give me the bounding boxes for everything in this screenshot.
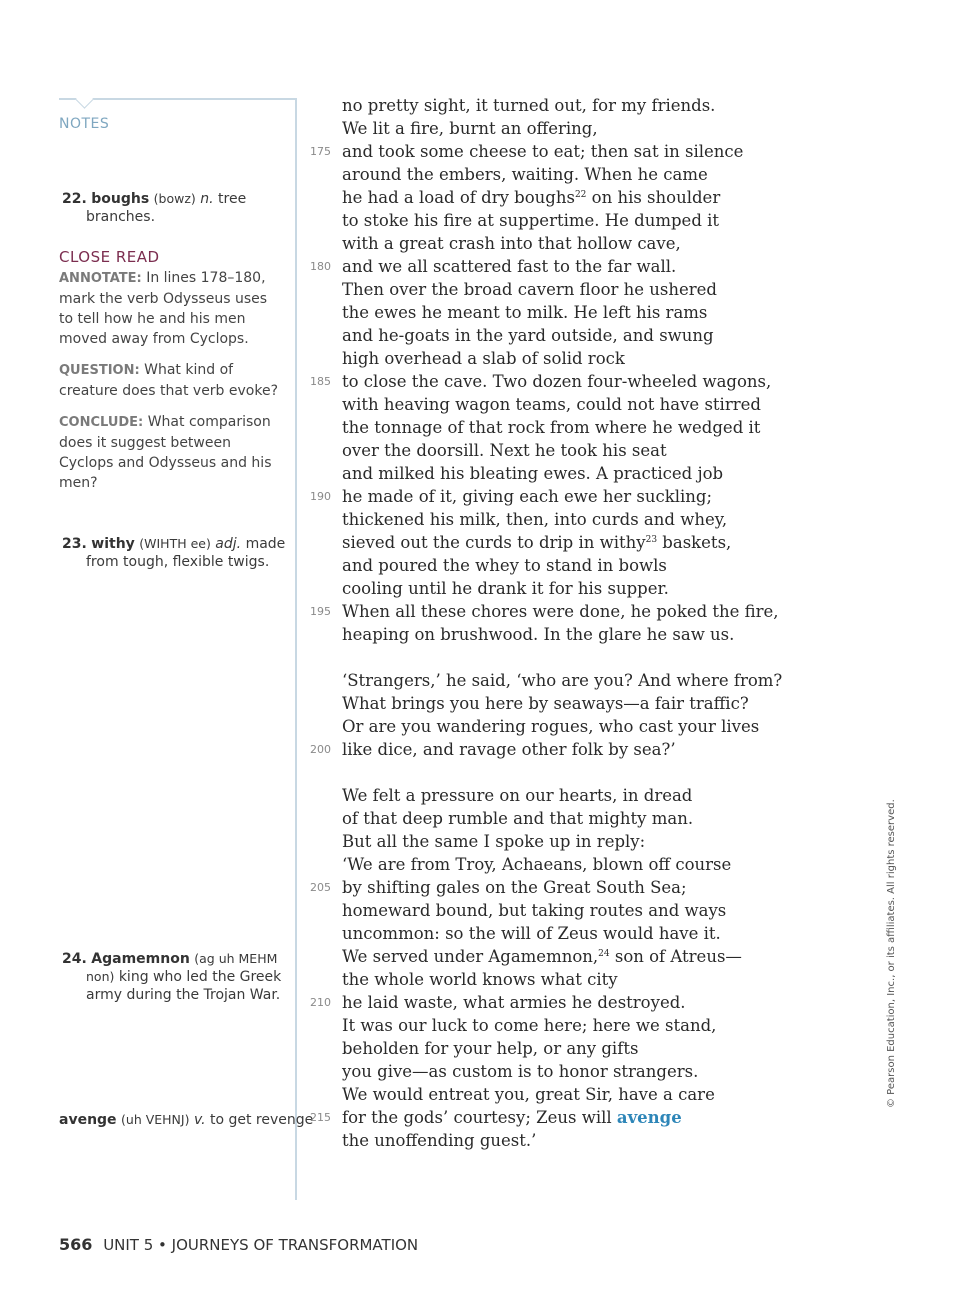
line-number: 190 xyxy=(310,490,331,503)
copyright-notice: © Pearson Education, Inc., or its affiliates. All rights reserved. xyxy=(886,799,897,1108)
poem-line xyxy=(342,623,782,646)
line-text: you give—as custom is to honor strangers. xyxy=(342,1062,699,1081)
line-text: for the gods’ courtesy; Zeus will xyxy=(342,1108,617,1127)
poem-line xyxy=(342,209,782,232)
line-text: and we all scattered fast to the far wall. xyxy=(342,257,677,276)
line-text: We served under Agamemnon, xyxy=(342,947,599,966)
poem-line xyxy=(342,784,782,807)
line-text: ‘Strangers,’ he said, ‘who are you? And where from? xyxy=(342,671,783,690)
poem-line xyxy=(310,876,782,899)
notes-divider-rule xyxy=(295,98,297,1200)
line-text: Or are you wandering rogues, who cast your lives xyxy=(342,717,760,736)
footnote-reference: 22 xyxy=(574,190,587,200)
poem-line xyxy=(310,600,782,623)
poem-line xyxy=(310,738,782,761)
line-text: the ewes he meant to milk. He left his rams xyxy=(342,303,708,322)
poem-line xyxy=(342,186,782,209)
footnote-reference: 24 xyxy=(598,949,610,959)
vocab-word-highlight: avenge xyxy=(616,1108,682,1127)
footnote-number: 24. xyxy=(62,951,87,967)
poem-line xyxy=(342,232,782,255)
footnote-part-of-speech: adj. xyxy=(215,536,242,552)
poem-line xyxy=(342,462,782,485)
poem-line xyxy=(342,117,782,140)
poem-line xyxy=(342,1129,782,1152)
poem-line xyxy=(310,485,782,508)
annotate-text: In lines 178–180, mark the verb Odysseus uses to tell how he and his men moved away from Cyclops. xyxy=(59,270,268,347)
poem-line xyxy=(342,94,782,117)
poem-line xyxy=(342,347,782,370)
line-text: the whole world knows what city xyxy=(342,970,618,989)
line-text: no pretty sight, it turned out, for my friends. xyxy=(342,96,716,115)
poem-line xyxy=(342,968,782,991)
poem-line xyxy=(342,899,782,922)
line-text: We felt a pressure on our hearts, in dread xyxy=(342,786,693,805)
line-text: over the doorsill. Next he took his seat xyxy=(342,441,667,460)
line-text: cooling until he drank it for his supper. xyxy=(342,579,669,598)
close-read-title: CLOSE READ xyxy=(59,248,160,266)
footnote-term: Agamemnon xyxy=(91,951,190,967)
poem-line xyxy=(310,370,782,393)
poem-line xyxy=(342,577,782,600)
footnote-pronunciation: (bowz) xyxy=(153,191,196,206)
line-text: ‘We are from Troy, Achaeans, blown off course xyxy=(342,855,732,874)
question-text: What kind of creature does that verb evoke? xyxy=(59,362,279,399)
notes-top-rule xyxy=(59,98,296,100)
poem-line xyxy=(342,1083,782,1106)
line-text: thickened his milk, then, into curds and whey, xyxy=(342,510,728,529)
line-text: and milked his bleating ewes. A practiced job xyxy=(342,464,724,483)
notes-rule-notch xyxy=(75,90,93,108)
poem-line xyxy=(342,1060,782,1083)
poem-line xyxy=(342,922,782,945)
poem-line xyxy=(342,1014,782,1037)
vocab-part-of-speech: v. xyxy=(193,1112,206,1128)
line-text: with a great crash into that hollow cave, xyxy=(342,234,681,253)
line-number: 210 xyxy=(310,996,331,1009)
poem-text xyxy=(310,94,783,1152)
line-text: It was our luck to come here; here we stand, xyxy=(342,1016,717,1035)
line-number: 185 xyxy=(310,375,331,388)
footnote-definition: tree branches. xyxy=(86,191,247,225)
footnote-reference: 23 xyxy=(645,535,658,545)
annotate-label: ANNOTATE: xyxy=(59,271,142,286)
poem-line xyxy=(342,278,782,301)
vocab-term: avenge xyxy=(59,1112,117,1128)
footnote-22 xyxy=(62,190,306,226)
notes-heading: NOTES xyxy=(59,116,110,132)
line-number: 215 xyxy=(310,1111,331,1124)
line-text: Then over the broad cavern floor he ushered xyxy=(342,280,717,299)
line-text: We would entreat you, great Sir, have a care xyxy=(342,1085,715,1104)
line-text: But all the same I spoke up in reply: xyxy=(342,832,646,851)
line-number: 175 xyxy=(310,145,331,158)
conclude-label: CONCLUDE: xyxy=(59,415,144,430)
footnote-23 xyxy=(62,535,306,571)
footnote-definition: made from tough, flexible twigs. xyxy=(86,536,286,570)
poem-line xyxy=(342,554,782,577)
line-number: 180 xyxy=(310,260,331,273)
close-read-annotate xyxy=(59,268,284,349)
close-read-conclude xyxy=(59,412,284,493)
conclude-text: What comparison does it suggest between Cyclops and Odysseus and his men? xyxy=(59,414,272,491)
line-text: sieved out the curds to drip in withy xyxy=(342,533,646,552)
line-text: like dice, and ravage other folk by sea?’ xyxy=(342,740,676,759)
line-text: to close the cave. Two dozen four-wheeled wagons, xyxy=(342,372,772,391)
line-text: and he-goats in the yard outside, and swung xyxy=(342,326,714,345)
line-text: When all these chores were done, he poked the fire, xyxy=(342,602,779,621)
vocab-avenge xyxy=(59,1112,314,1128)
poem-line xyxy=(342,531,782,554)
poem-line xyxy=(342,715,782,738)
line-text: with heaving wagon teams, could not have stirred xyxy=(342,395,761,414)
line-text: and poured the whey to stand in bowls xyxy=(342,556,667,575)
line-text: the tonnage of that rock from where he wedged it xyxy=(342,418,761,437)
poem-line xyxy=(342,807,782,830)
poem-line xyxy=(342,324,782,347)
footnote-part-of-speech: n. xyxy=(200,191,214,207)
line-text: What brings you here by seaways—a fair traffic? xyxy=(342,694,749,713)
poem-line xyxy=(342,669,782,692)
line-text: he laid waste, what armies he destroyed. xyxy=(342,993,686,1012)
line-text: We lit a fire, burnt an offering, xyxy=(342,119,598,138)
close-read-question xyxy=(59,360,284,401)
stanza-break xyxy=(342,761,782,784)
line-text: of that deep rumble and that mighty man. xyxy=(342,809,694,828)
poem-line xyxy=(342,853,782,876)
poem-line xyxy=(342,439,782,462)
poem-line xyxy=(310,255,782,278)
footnote-number: 22. xyxy=(62,191,87,207)
line-text: heaping on brushwood. In the glare he saw us. xyxy=(342,625,735,644)
poem-line xyxy=(310,991,782,1014)
footer-unit-title: UNIT 5 • JOURNEYS OF TRANSFORMATION xyxy=(103,1236,419,1254)
line-text: uncommon: so the will of Zeus would have it. xyxy=(342,924,721,943)
poem-line xyxy=(342,830,782,853)
poem-line xyxy=(342,508,782,531)
line-number: 205 xyxy=(310,881,331,894)
line-text: by shifting gales on the Great South Sea; xyxy=(342,878,687,897)
poem-line xyxy=(342,692,782,715)
line-text-continued: son of Atreus— xyxy=(609,947,742,966)
line-text: to stoke his fire at suppertime. He dumped it xyxy=(342,211,720,230)
vocab-pronunciation: (uh VEHNJ) xyxy=(121,1112,190,1127)
line-number: 200 xyxy=(310,743,331,756)
poem-line xyxy=(342,416,782,439)
line-text-continued: on his shoulder xyxy=(586,188,721,207)
footnote-number: 23. xyxy=(62,536,87,552)
question-label: QUESTION: xyxy=(59,363,140,378)
footnote-term: withy xyxy=(91,536,135,552)
line-text: high overhead a slab of solid rock xyxy=(342,349,625,368)
line-text: he made of it, giving each ewe her suckling; xyxy=(342,487,713,506)
page-footer xyxy=(59,1235,418,1254)
poem-line xyxy=(342,163,782,186)
footnote-term: boughs xyxy=(91,191,150,207)
vocab-definition: to get revenge xyxy=(209,1112,314,1128)
poem-line xyxy=(310,1106,782,1129)
line-text: and took some cheese to eat; then sat in silence xyxy=(342,142,744,161)
line-text: the unoffending guest.’ xyxy=(342,1131,537,1150)
poem-line xyxy=(342,393,782,416)
line-text-continued: baskets, xyxy=(657,533,732,552)
page-number: 566 xyxy=(59,1235,93,1254)
line-text: he had a load of dry boughs xyxy=(342,188,575,207)
line-text: homeward bound, but taking routes and ways xyxy=(342,901,727,920)
poem-line xyxy=(342,945,782,968)
footnote-24 xyxy=(62,950,306,1004)
poem-line xyxy=(310,140,782,163)
poem-line xyxy=(342,301,782,324)
footnote-definition: king who led the Greek army during the Trojan War. xyxy=(86,969,282,1003)
line-text: around the embers, waiting. When he came xyxy=(342,165,708,184)
poem-line xyxy=(342,1037,782,1060)
line-text: beholden for your help, or any gifts xyxy=(342,1039,639,1058)
footnote-pronunciation: (ag uh MEHM non) xyxy=(86,951,278,984)
line-number: 195 xyxy=(310,605,331,618)
stanza-break xyxy=(342,646,782,669)
footnote-pronunciation: (WIHTH ee) xyxy=(139,536,211,551)
